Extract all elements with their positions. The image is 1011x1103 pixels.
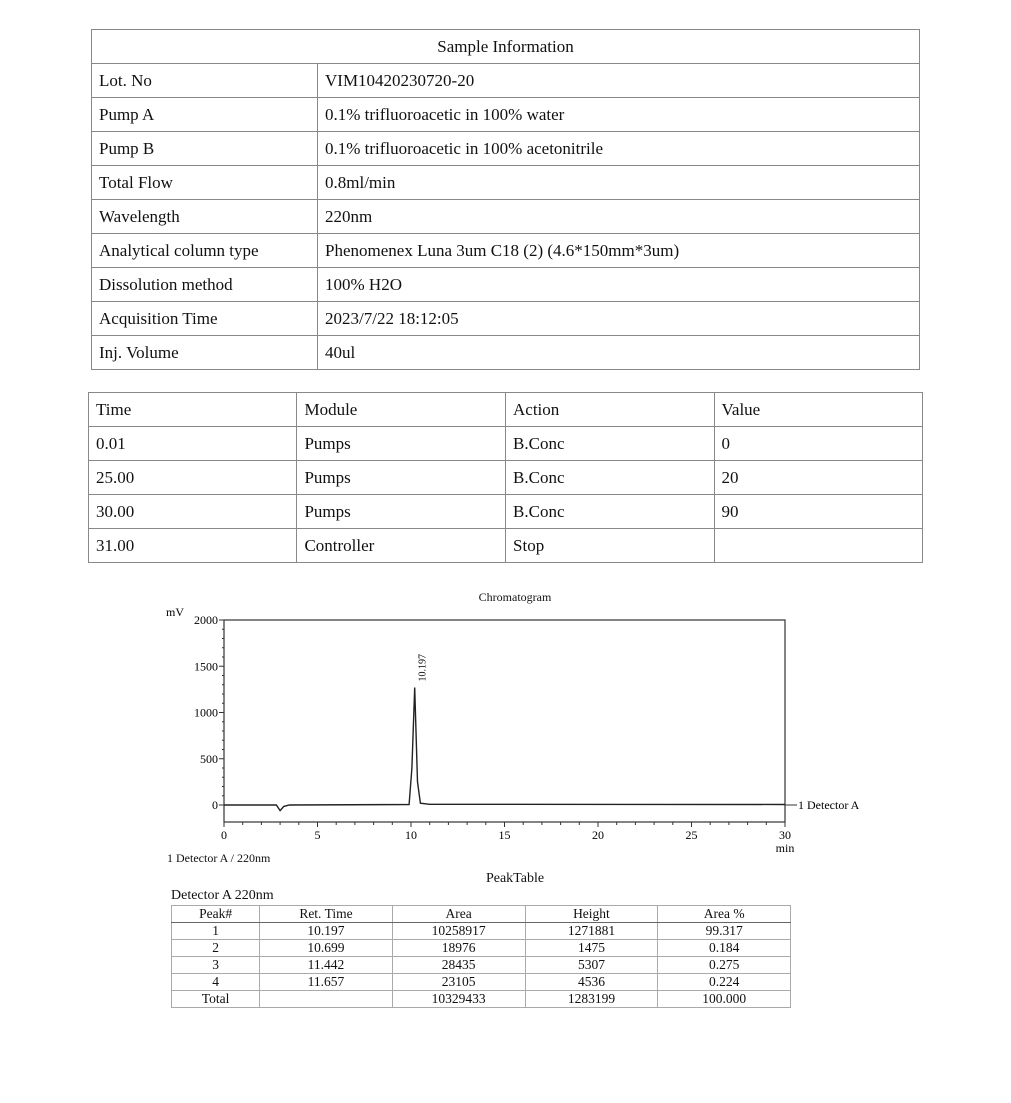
x-tick-label: 0 <box>221 828 227 842</box>
row-label: Dissolution method <box>92 268 318 302</box>
table-row <box>92 132 920 166</box>
column-header: Area <box>392 906 525 923</box>
table-cell: Total <box>172 991 260 1008</box>
table-cell: 1271881 <box>525 923 658 940</box>
table-row <box>92 98 920 132</box>
table-row <box>172 923 791 940</box>
row-value: Phenomenex Luna 3um C18 (2) (4.6*150mm*3um) <box>318 234 920 268</box>
table-cell: 4536 <box>525 974 658 991</box>
table-cell: 5307 <box>525 957 658 974</box>
table-cell <box>714 529 922 563</box>
table-cell: 10.699 <box>260 940 393 957</box>
table-cell: 0.184 <box>658 940 791 957</box>
x-tick-label: 30 <box>779 828 791 842</box>
row-value: 0.1% trifluoroacetic in 100% acetonitrile <box>318 132 920 166</box>
detector-wavelength-label: 1 Detector A / 220nm <box>167 851 271 865</box>
table-cell: Pumps <box>297 495 506 529</box>
table-cell: 100.000 <box>658 991 791 1008</box>
table-row <box>92 302 920 336</box>
table-row <box>172 974 791 991</box>
row-label: Total Flow <box>92 166 318 200</box>
table-cell: 10258917 <box>392 923 525 940</box>
row-value: 220nm <box>318 200 920 234</box>
table-row <box>89 427 923 461</box>
table-cell: 1475 <box>525 940 658 957</box>
table-row <box>172 957 791 974</box>
row-value: 40ul <box>318 336 920 370</box>
column-header: Peak# <box>172 906 260 923</box>
y-tick-label: 500 <box>200 751 218 766</box>
y-tick-label: 1000 <box>194 705 218 720</box>
table-cell: 90 <box>714 495 922 529</box>
table-cell: 28435 <box>392 957 525 974</box>
row-value: 0.8ml/min <box>318 166 920 200</box>
table-cell <box>260 991 393 1008</box>
table-row <box>92 200 920 234</box>
x-tick-label: 25 <box>685 828 698 842</box>
column-header: Height <box>525 906 658 923</box>
table-cell: 3 <box>172 957 260 974</box>
row-label: Inj. Volume <box>92 336 318 370</box>
column-header: Action <box>506 393 715 427</box>
column-header: Ret. Time <box>260 906 393 923</box>
row-value: 2023/7/22 18:12:05 <box>318 302 920 336</box>
y-axis-label: mV <box>166 605 184 619</box>
table-cell: Pumps <box>297 461 506 495</box>
table-cell: B.Conc <box>506 461 715 495</box>
table-row <box>92 166 920 200</box>
sample-information-table <box>91 29 920 370</box>
table-cell: 11.657 <box>260 974 393 991</box>
row-label: Analytical column type <box>92 234 318 268</box>
table-row <box>92 268 920 302</box>
row-value: 0.1% trifluoroacetic in 100% water <box>318 98 920 132</box>
peak-table-detector: Detector A 220nm <box>171 888 274 903</box>
table-cell: 1 <box>172 923 260 940</box>
table-cell: 0 <box>714 427 922 461</box>
x-tick-label: 10 <box>405 828 417 842</box>
table-row <box>89 461 923 495</box>
row-value: 100% H2O <box>318 268 920 302</box>
table-row <box>92 336 920 370</box>
column-header: Module <box>297 393 506 427</box>
table-cell: 99.317 <box>658 923 791 940</box>
table-cell: B.Conc <box>506 495 715 529</box>
table-cell: 20 <box>714 461 922 495</box>
row-label: Acquisition Time <box>92 302 318 336</box>
table-cell: 11.442 <box>260 957 393 974</box>
y-tick-label: 0 <box>212 798 218 812</box>
table-cell: 0.224 <box>658 974 791 991</box>
chromatogram-chart <box>160 604 880 854</box>
table-cell: 0.01 <box>89 427 297 461</box>
table-cell: 1283199 <box>525 991 658 1008</box>
row-label: Wavelength <box>92 200 318 234</box>
table-cell: 10329433 <box>392 991 525 1008</box>
table-header-row <box>172 906 791 923</box>
column-header: Time <box>89 393 297 427</box>
table-header-row <box>89 393 923 427</box>
table-cell: 31.00 <box>89 529 297 563</box>
row-value: VIM10420230720-20 <box>318 64 920 98</box>
gradient-program-table <box>88 392 923 563</box>
detector-a-trace <box>224 688 785 811</box>
table-cell: 2 <box>172 940 260 957</box>
row-label: Pump A <box>92 98 318 132</box>
x-tick-label: 20 <box>592 828 604 842</box>
table-cell: 23105 <box>392 974 525 991</box>
table-cell: 10.197 <box>260 923 393 940</box>
table-cell: 30.00 <box>89 495 297 529</box>
y-tick-label: 2000 <box>194 613 218 627</box>
table-cell: B.Conc <box>506 427 715 461</box>
table-cell: 25.00 <box>89 461 297 495</box>
table-row <box>92 30 920 64</box>
row-label: Lot. No <box>92 64 318 98</box>
column-header: Area % <box>658 906 791 923</box>
table-row <box>92 64 920 98</box>
row-label: Pump B <box>92 132 318 166</box>
column-header: Value <box>714 393 922 427</box>
table-title: Sample Information <box>92 30 920 64</box>
table-cell: 4 <box>172 974 260 991</box>
plot-frame <box>224 620 785 822</box>
table-row <box>92 234 920 268</box>
x-tick-label: 5 <box>314 828 321 842</box>
table-cell: Stop <box>506 529 715 563</box>
peak-label: 10.197 <box>417 654 429 682</box>
series-label: 1 Detector A <box>798 798 860 812</box>
table-total-row <box>172 991 791 1008</box>
table-cell: 18976 <box>392 940 525 957</box>
peak-table <box>171 905 791 1008</box>
table-cell: Pumps <box>297 427 506 461</box>
x-tick-label: 15 <box>498 828 511 842</box>
table-cell: Controller <box>297 529 506 563</box>
table-row <box>89 529 923 563</box>
table-row <box>89 495 923 529</box>
table-cell: 0.275 <box>658 957 791 974</box>
x-axis-label: min <box>775 841 795 854</box>
y-tick-label: 1500 <box>194 659 218 674</box>
chart-title: Chromatogram <box>478 590 552 604</box>
peak-table-title: PeakTable <box>485 871 545 886</box>
table-row <box>172 940 791 957</box>
